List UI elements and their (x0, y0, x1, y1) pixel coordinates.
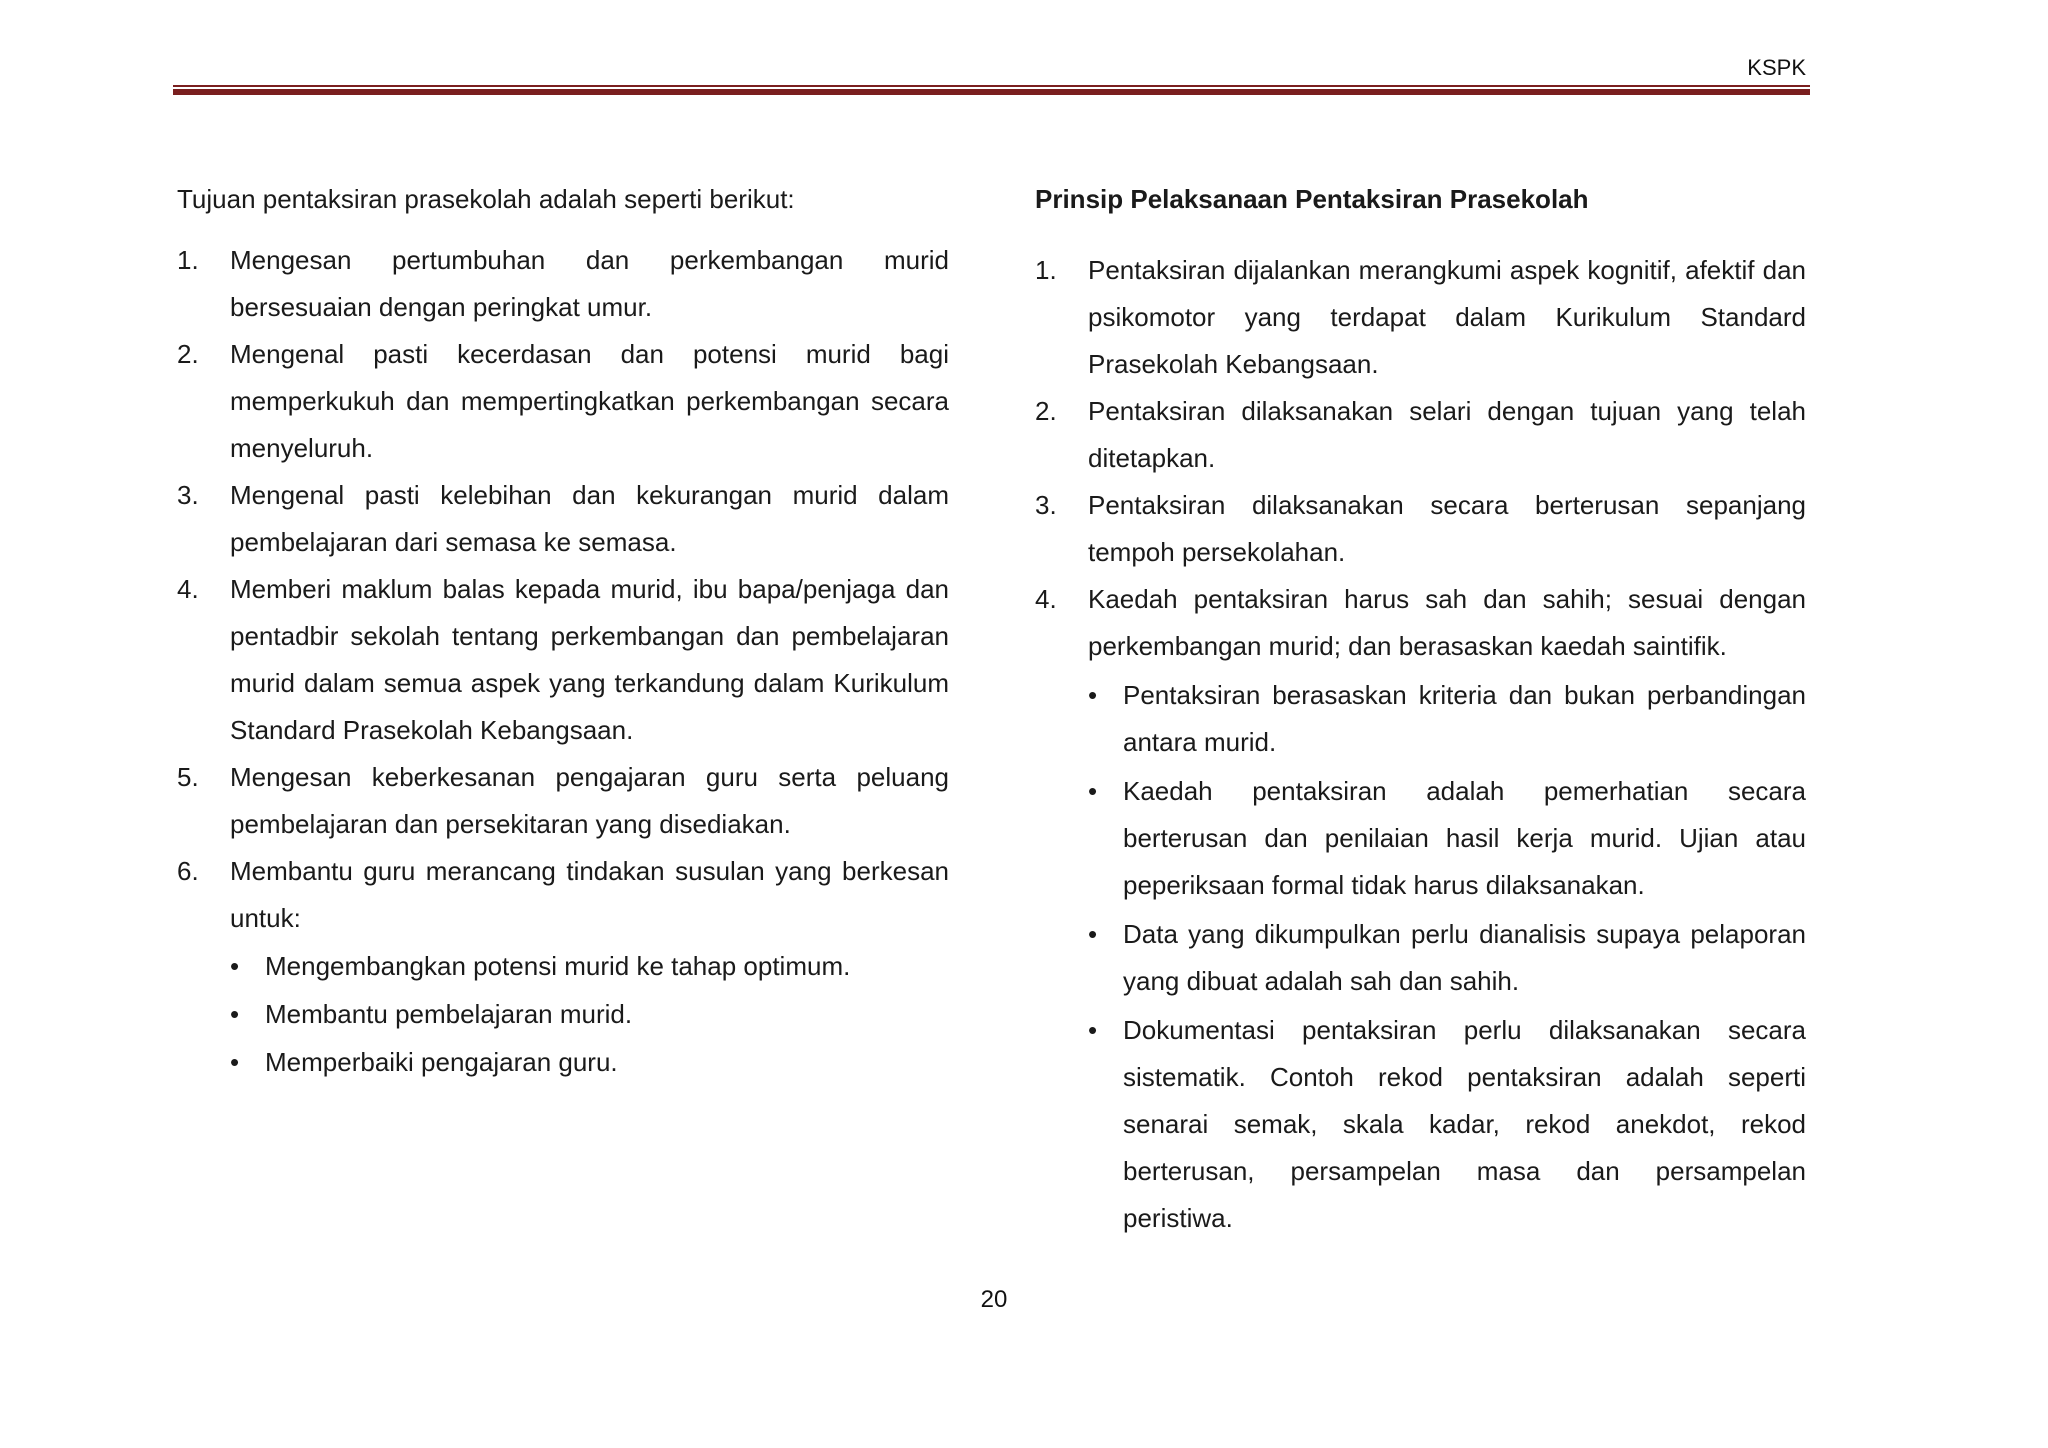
left-column (177, 176, 949, 1086)
bullet-item (230, 1039, 949, 1086)
bullet-item (230, 991, 949, 1038)
item-number: 5. (177, 762, 199, 792)
list-item (1035, 247, 1806, 388)
bullet-text: Membantu pembelajaran murid. (265, 999, 633, 1029)
bullet-icon: • (230, 1047, 240, 1077)
right-column (1035, 176, 1806, 1242)
list-item (177, 566, 949, 754)
item-number: 3. (177, 480, 199, 510)
item-number: 1. (1035, 255, 1057, 285)
item-text: Pentaksiran dilaksanakan secara berterusan sepanjang tempoh persekolahan. (1088, 490, 1806, 567)
bullet-icon: • (1088, 680, 1098, 710)
bullet-text: Kaedah pentaksiran adalah pemerhatian secara berterusan dan penilaian hasil kerja murid. Ujian atau peperiksaan formal tidak harus dilaksanakan. (1123, 776, 1806, 900)
item-number: 4. (1035, 584, 1057, 614)
sub-bullet-list (1088, 672, 1806, 1242)
header-rule-thin (173, 85, 1810, 87)
bullet-icon: • (1088, 919, 1098, 949)
bullet-icon: • (1088, 1015, 1098, 1045)
item-number: 3. (1035, 490, 1057, 520)
bullet-text: Mengembangkan potensi murid ke tahap optimum. (265, 951, 851, 981)
item-text: Mengenal pasti kecerdasan dan potensi murid bagi memperkukuh dan mempertingkatkan perkembangan secara menyeluruh. (230, 339, 949, 463)
item-text: Mengesan pertumbuhan dan perkembangan murid bersesuaian dengan peringkat umur. (230, 245, 949, 322)
list-item (177, 472, 949, 566)
list-item (177, 848, 949, 1086)
item-number: 2. (1035, 396, 1057, 426)
header-rule-thick (173, 89, 1810, 95)
item-text: Membantu guru merancang tindakan susulan yang berkesan untuk: (230, 856, 949, 933)
list-item (177, 237, 949, 331)
list-item (1035, 388, 1806, 482)
principle-list (1035, 247, 1806, 1242)
item-text: Mengesan keberkesanan pengajaran guru serta peluang pembelajaran dan persekitaran yang disediakan. (230, 762, 949, 839)
bullet-icon: • (1088, 776, 1098, 806)
bullet-icon: • (230, 999, 240, 1029)
bullet-item (1088, 672, 1806, 766)
sub-bullet-list (230, 943, 949, 1086)
bullet-item (1088, 1007, 1806, 1242)
item-text: Mengenal pasti kelebihan dan kekurangan murid dalam pembelajaran dari semasa ke semasa. (230, 480, 949, 557)
purpose-list (177, 237, 949, 1086)
item-text: Pentaksiran dijalankan merangkumi aspek kognitif, afektif dan psikomotor yang terdapat dalam Kurikulum Standard Prasekolah Kebangsaan. (1088, 255, 1806, 379)
item-number: 2. (177, 339, 199, 369)
bullet-text: Dokumentasi pentaksiran perlu dilaksanakan secara sistematik. Contoh rekod pentaksiran adalah seperti senarai semak, skala kadar, rekod anekdot, rekod berterusan, persampelan masa dan persampelan peristiwa. (1123, 1015, 1806, 1233)
list-item (177, 331, 949, 472)
item-text: Pentaksiran dilaksanakan selari dengan tujuan yang telah ditetapkan. (1088, 396, 1806, 473)
section-heading: Prinsip Pelaksanaan Pentaksiran Prasekolah (1035, 184, 1589, 214)
bullet-text: Data yang dikumpulkan perlu dianalisis supaya pelaporan yang dibuat adalah sah dan sahih. (1123, 919, 1806, 996)
bullet-text: Memperbaiki pengajaran guru. (265, 1047, 618, 1077)
left-intro: Tujuan pentaksiran prasekolah adalah seperti berikut: (177, 184, 795, 214)
item-text: Memberi maklum balas kepada murid, ibu bapa/penjaga dan pentadbir sekolah tentang perkembangan dan pembelajaran murid dalam semua aspek yang terkandung dalam Kurikulum Standard Prasekolah Kebangsaan. (230, 574, 949, 745)
bullet-text: Pentaksiran berasaskan kriteria dan bukan perbandingan antara murid. (1123, 680, 1806, 757)
item-number: 6. (177, 856, 199, 886)
bullet-item (1088, 911, 1806, 1005)
bullet-icon: • (230, 951, 240, 981)
list-item (177, 754, 949, 848)
page-number: 20 (980, 1286, 1008, 1313)
item-text: Kaedah pentaksiran harus sah dan sahih; sesuai dengan perkembangan murid; dan berasaskan kaedah saintifik. (1088, 584, 1806, 661)
bullet-item (230, 943, 949, 990)
item-number: 1. (177, 245, 199, 275)
bullet-item (1088, 768, 1806, 909)
list-item (1035, 482, 1806, 576)
list-item (1035, 576, 1806, 1242)
item-number: 4. (177, 574, 199, 604)
header-label: KSPK (1747, 55, 1806, 80)
